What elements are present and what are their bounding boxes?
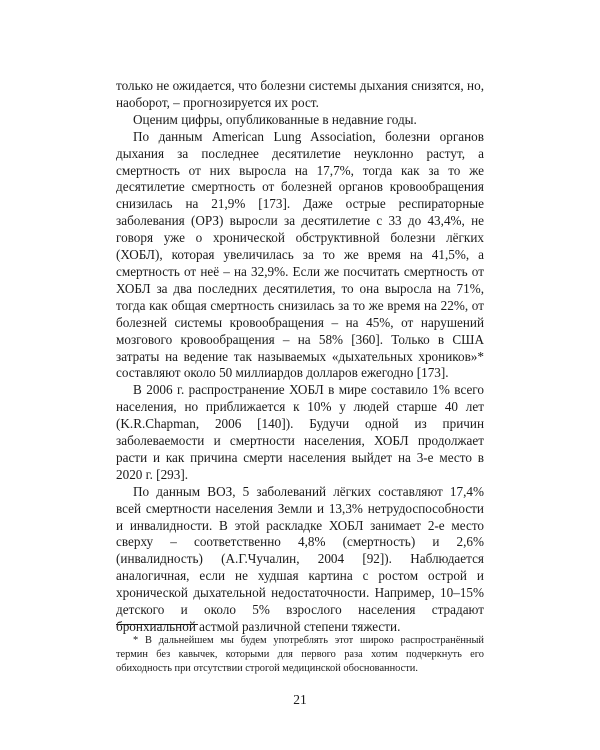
paragraph: В 2006 г. распространение ХОБЛ в мире составило 1% всего населения, но приближается к 10% у людей старше 40 лет (K.R.Chapman, 2006 [140]). Будучи одной из причин заболеваемости и смертности населения, ХОБЛ продолжает расти и как причина смерти населения выйдет на 3-е место в 2020 г. [293]. [116,382,484,482]
paragraph: только не ожидается, что болезни системы дыхания снизятся, но, наоборот, – прогнозируется их рост. [116,78,484,110]
paragraph: По данным American Lung Association, болезни органов дыхания за последнее десятилетие неуклонно растут, а смертность от них выросла на 17,7%, тогда как за то же десятилетие смертность от болезней органов кровообращения снизилась на 21,9% [173]. Даже острые респираторные заболевания (ОРЗ) выросли за десятилетие с 33 до 43,4%, не говоря уже о хронической обструктивной болезни лёгких (ХОБЛ), которая увеличилась за то же время на 41,5%, а смертность от неё – на 32,9%. Если же посчитать смертность от ХОБЛ за два последних десятилетия, то она выросла на 71%, тогда как общая смертность снизилась за то же время на 22%, от болезней системы кровообращения – на 45%, от нарушений мозгового кровообращения – на 58% [360]. Только в США затраты на ведение так называемых «дыхательных хроников»* составляют около 50 миллиардов долларов ежегодно [173]. [116,128,484,381]
footnote-divider [116,624,198,625]
main-text [116,78,484,636]
page-number: 21 [293,692,307,707]
footnote: * В дальнейшем мы будем употреблять этот широко распространённый термин без кавычек, которыми для первого раза хотим подчеркнуть его обиходность при отсутствии строгой медицинской обоснованности. [116,635,484,675]
paragraph: По данным ВОЗ, 5 заболеваний лёгких составляют 17,4% всей смертности населения Земли и 13,3% нетрудоспособности и инвалидности. В этой раскладке ХОБЛ занимает 2-е место сверху – соответственно 4,8% (смертность) и 2,6% (инвалидность) (А.Г.Чучалин, 2004 [92]). Наблюдается аналогичная, если не худшая картина с ростом острой и хронической дыхательной недостаточности. Например, 10–15% детского и около 5% взрослого населения страдают бронхиальной астмой различной степени тяжести. [116,483,484,634]
paragraph: Оценим цифры, опубликованные в недавние годы. [133,111,417,127]
